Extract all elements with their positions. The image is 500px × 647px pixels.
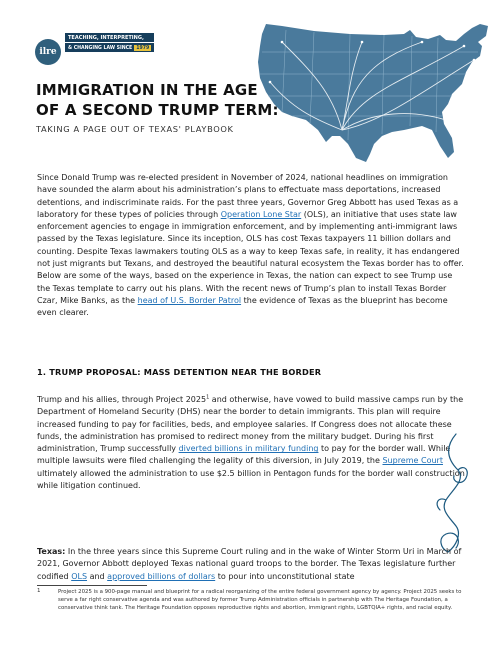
footnote-text: Project 2025 is a 900-page manual and blueprint for a radical reorganizing of the entire federal government agency by agency. Project 2025 seeks to serve a far right conservative agenda and was authored by former Trump Administration officials in partnership with The Heritage Foundation, a conservative think tank. The Heritage Foundation opposes reproductive rights and abortion, immigrant rights, LGBTQIA+ rights, and racial equity. [58, 589, 462, 611]
section-1-heading: 1. TRUMP PROPOSAL: MASS DETENTION NEAR THE BORDER [37, 367, 322, 377]
footnote-reference[interactable]: 1 [206, 394, 210, 401]
operation-lone-star-link[interactable]: Operation Lone Star [220, 209, 302, 219]
title-line-1: IMMIGRATION IN THE AGE [36, 81, 258, 99]
diverted-military-funding-link[interactable]: diverted billions in military funding [178, 444, 319, 454]
section-1-text-1: Trump and his allies, through Project 2025 [37, 395, 207, 404]
intro-text-1: Since Donald Trump was re-elected president in November of 2024, national headlines on immigration have sounded the alarm about his administration’s plans to effectuate mass deportations, increased detentions, and indiscriminate raids. For the past three years, Governor Greg Abbott has used Texas as a laboratory for these types of policies through [37, 173, 459, 219]
head-of-border-patrol-link[interactable]: head of U.S. Border Patrol [137, 295, 242, 305]
supreme-court-link[interactable]: Supreme Court [382, 456, 443, 466]
ols-link[interactable]: OLS [71, 571, 88, 581]
texas-text-1: In the three years since this Supreme Court ruling and in the wake of Winter Storm Uri in March of 2021, Governor Abbott deployed Texas national guard troops to the border. The Texas legislature further codified [37, 547, 462, 581]
us-map-shape [258, 24, 488, 162]
texas-paragraph [37, 546, 467, 583]
texas-text-2: and [87, 571, 108, 581]
intro-paragraph [37, 172, 467, 320]
us-map-illustration [252, 12, 500, 170]
tagline-line-2 [65, 43, 154, 52]
section-1-paragraph [37, 394, 467, 492]
tagline-line-1: TEACHING, INTERPRETING, [65, 33, 154, 42]
texas-text-3: to pour into unconstitutional state [215, 571, 355, 581]
approved-billions-link[interactable]: approved billions of dollars [107, 571, 216, 581]
tagline-line-2-text: & CHANGING LAW SINCE [68, 44, 133, 51]
intro-text-2: (OLS), an initiative that uses state law enforcement agencies to engage in immigration enforcement, and by implementing anti-immigrant laws passed by the Texas legislature. Since its inception, OLS has cost Texas taxpayers 11 billion dollars and counting. Despite Texas lawmakers touting OLS as a way to keep Texas safe, in reality, it has endangered not just migrants but Texans, and destroyed the beautiful natural ecosystem the Texas border has to offer. Below are some of the ways, based on the experience in Texas, the nation can expect to see Trump use the Texas template to carry out his plans. With the recent news of Trump’s plan to install Texas Border Czar, Mike Banks, as the [37, 209, 464, 305]
scribble-illustration [426, 430, 476, 558]
section-1-text-4: ultimately allowed the administration to use $2.5 billion in Pentagon funds for the border wall construction while litigation continued. [37, 468, 465, 491]
page-subtitle: TAKING A PAGE OUT OF TEXAS' PLAYBOOK [36, 124, 234, 134]
logo-tagline [65, 33, 154, 52]
texas-label: Texas: [37, 547, 66, 556]
footnote-divider [37, 585, 147, 586]
section-1-text-3: to pay for the border wall. While multiple lawsuits were filed challenging the legality of this diversion, in July 2019, the [37, 444, 451, 466]
section-1-text-2: and otherwise, have vowed to build massive camps run by the Department of Homeland Security (DHS) near the border to detain immigrants. This plan will require increased funding to pay for facilities, beds, and employee salaries. If Congress does not allocate these funds, the administration has promised to redirect money from the military budget. During his first administration, Trump successfully [37, 395, 464, 454]
footnote-number: 1 [37, 588, 41, 594]
tagline-year: 1979 [136, 44, 150, 51]
logo-mark: ilre [35, 39, 61, 65]
page-title [36, 80, 279, 120]
organization-logo [35, 33, 154, 65]
title-line-2: OF A SECOND TRUMP TERM: [36, 101, 279, 119]
intro-text-3: the evidence of Texas as the blueprint has become even clearer. [37, 295, 448, 318]
